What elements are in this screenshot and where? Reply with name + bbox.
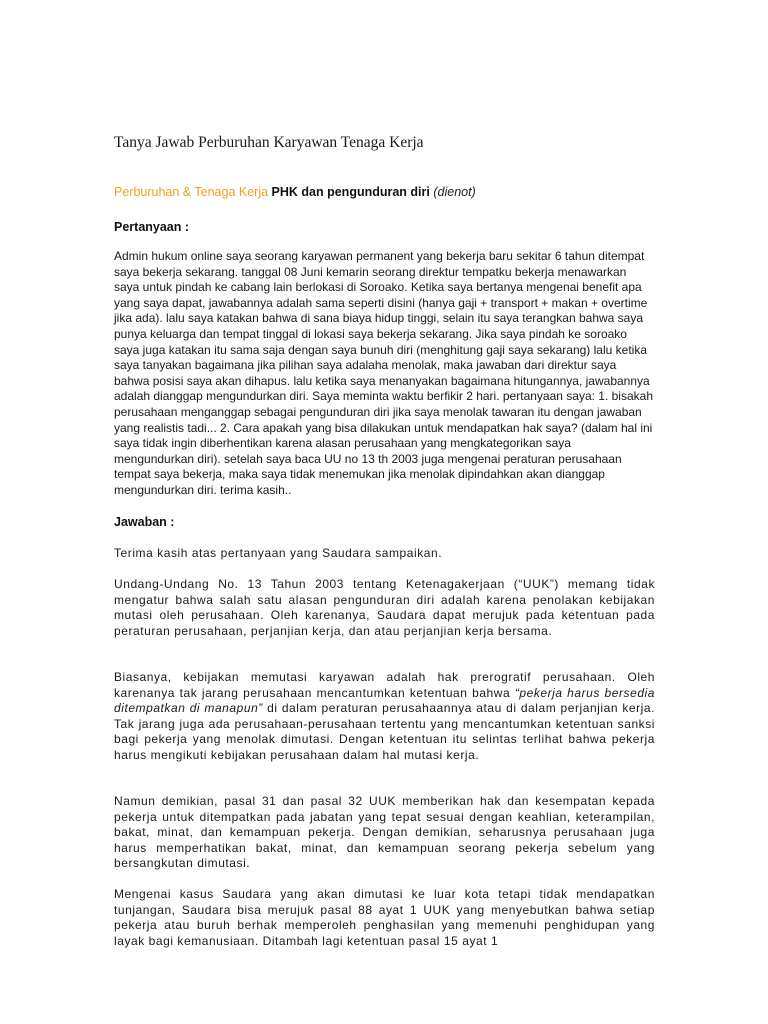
answer-paragraph-4: Namun demikian, pasal 31 dan pasal 32 UUK memberikan hak dan kesempatan kepada pekerja untuk ditempatkan pada jabatan yang tepat sesuai dengan keahlian, keterampilan, bakat, minat, dan kemampuan pekerja. Dengan demikian, seharusnya perusahaan juga harus memperhatikan bakat, minat, dan kemampuan seorang pekerja sebelum yang bersangkutan dimutasi. (114, 794, 655, 871)
question-text: Admin hukum online saya seorang karyawan permanent yang bekerja baru sekitar 6 tahun ditempat saya bekerja sekarang. tanggal 08 Juni kemarin seorang direktur tempatku bekerja menawarkan saya untuk pindah ke cabang lain berlokasi di Soroako. Ketika saya bertanya mengenai benefit apa yang saya dapat, jawabannya adalah sama seperti disini (hanya gaji + transport + makan + overtime jika ada). lalu saya katakan bahwa di sana biaya hidup tinggi, selain itu saya terangkan bahwa saya punya keluarga dan tempat tinggal di lokasi saya bekerja sekarang. Jika saya pindah ke soroako saya juga katakan itu sama saja dengan saya bunuh diri (menghitung gaji saya sekarang) lalu ketika saya tanyakan bagaimana jika pilihan saya adalaha menolak, maka jawaban dari direktur saya bahwa posisi saya akan dihapus. lalu ketika saya menanyakan bagaimana hitungannya, jawabannya adalah dianggap mengundurkan diri. Saya meminta waktu berfikir 2 hari. pertanyaan saya: 1. bisakah perusahaan menganggap sebagai pengunduran diri jika saya menolak tawaran itu dengan jawaban yang realistis tadi... 2. Cara apakah yang bisa dilakukan untuk mendapatkan hak saya? (dalam hal ini saya tidak ingin diberhentikan karena alasan perusahaan yang mengkategorikan saya mengundurkan diri). setelah saya baca UU no 13 th 2003 juga mengenai peraturan perusahaan tempat saya bekerja, maka saya tidak menemukan jika menolak dipindahkan akan dianggap mengundurkan diri. terima kasih.. (114, 249, 653, 497)
answer-paragraph-3-start: Biasanya, kebijakan memutasi karyawan adalah hak prerogratif perusahaan. Oleh karenanya tak jarang perusahaan mencantumkan ketentuan bahwa (114, 670, 655, 700)
answer-paragraph-3-end: di dalam peraturan perusahaannya atau di dalam perjanjian kerja. Tak jarang juga ada perusahaan-perusahaan tertentu yang mencantumkan ketentuan sanksi bagi pekerja yang menolak dimutasi. Dengan ketentuan itu selintas terlihat bahwa pekerja harus mengikuti kebijakan perusahaan dalam hal mutasi kerja. (114, 701, 655, 762)
question-label: Pertanyaan : (114, 220, 190, 234)
answer-paragraph-5: Mengenai kasus Saudara yang akan dimutasi ke luar kota tetapi tidak mendapatkan tunjangan, Saudara bisa merujuk pasal 88 ayat 1 UUK yang menyebutkan bahwa setiap pekerja atau buruh berhak memperoleh penghasilan yang memenuhi penghidupan yang layak bagi kemanusiaan. Ditambah lagi ketentuan pasal 15 ayat 1 (114, 887, 655, 948)
answer-paragraph-2: Undang-Undang No. 13 Tahun 2003 tentang Ketenagakerjaan (“UUK”) memang tidak mengatur bahwa salah satu alasan pengunduran diri adalah karena penolakan kebijakan mutasi oleh perusahaan. Oleh karenanya, Saudara dapat merujuk pada ketentuan pada peraturan perusahaan, perjanjian kerja, dan atau perjanjian kerja bersama. (114, 577, 655, 638)
document-title: Tanya Jawab Perburuhan Karyawan Tenaga Kerja (114, 134, 424, 151)
answer-label: Jawaban : (114, 515, 175, 529)
answer-paragraph-3-quote: “pekerja harus bersedia ditempatkan di manapun” (114, 685, 655, 716)
topic-header (114, 185, 476, 199)
answer-paragraph-1: Terima kasih atas pertanyaan yang Saudara sampaikan. (114, 546, 443, 560)
category-link[interactable]: Perburuhan & Tenaga Kerja (114, 185, 269, 199)
topic-title: PHK dan pengunduran diri (271, 185, 430, 199)
answer-paragraph-3 (114, 670, 655, 764)
topic-note: (dienot) (433, 185, 476, 199)
